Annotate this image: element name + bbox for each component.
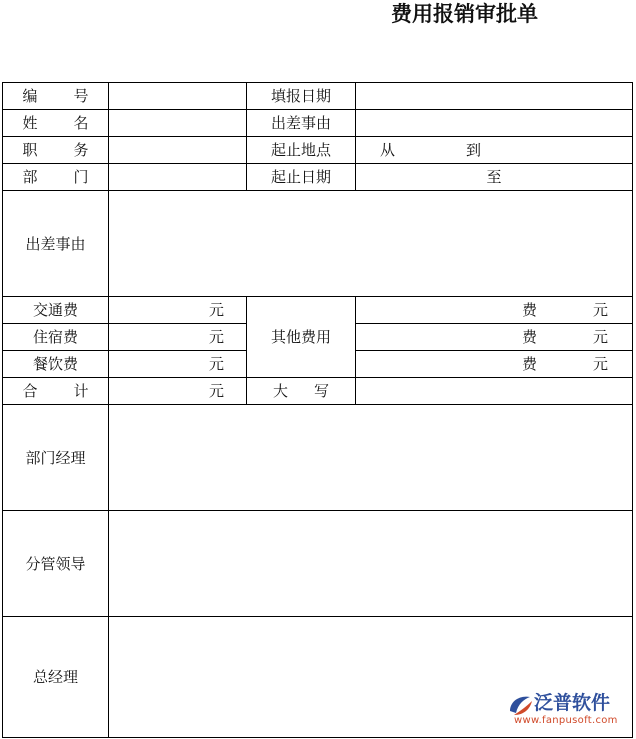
field-position[interactable] bbox=[109, 137, 247, 164]
field-trip-reason[interactable] bbox=[356, 110, 633, 137]
label-dept-manager: 部门经理 bbox=[3, 405, 109, 511]
yuan-label: 元 bbox=[592, 328, 608, 346]
field-name[interactable] bbox=[109, 110, 247, 137]
label-locations: 起止地点 bbox=[247, 137, 356, 164]
to-label: 到 bbox=[466, 141, 482, 159]
label-dates: 起止日期 bbox=[247, 164, 356, 191]
yuan-label: 元 bbox=[592, 355, 608, 373]
label-position: 职 务 bbox=[3, 137, 109, 164]
label-trip-reason: 出差事由 bbox=[247, 110, 356, 137]
yuan-label: 元 bbox=[208, 382, 224, 400]
fee-label: 费 bbox=[521, 328, 537, 346]
label-trip-reason-block: 出差事由 bbox=[3, 191, 109, 297]
field-number[interactable] bbox=[109, 83, 247, 110]
row-total bbox=[3, 378, 633, 405]
field-total[interactable] bbox=[109, 378, 247, 405]
field-department[interactable] bbox=[109, 164, 247, 191]
field-dates[interactable] bbox=[356, 164, 633, 191]
label-fill-date: 填报日期 bbox=[247, 83, 356, 110]
brand-url: www.fanpusoft.com bbox=[514, 715, 618, 726]
row-department bbox=[3, 164, 633, 191]
fee-label: 费 bbox=[521, 355, 537, 373]
brand-name: 泛普软件 bbox=[534, 692, 611, 714]
label-uppercase: 大 写 bbox=[247, 378, 356, 405]
label-meals: 餐饮费 bbox=[3, 351, 109, 378]
label-lodging: 住宿费 bbox=[3, 324, 109, 351]
yuan-label: 元 bbox=[592, 301, 608, 319]
row-position bbox=[3, 137, 633, 164]
field-fill-date[interactable] bbox=[356, 83, 633, 110]
field-locations[interactable] bbox=[356, 137, 633, 164]
from-label: 从 bbox=[380, 141, 396, 159]
form-title: 费用报销审批单 bbox=[391, 1, 538, 26]
field-meals[interactable] bbox=[109, 351, 247, 378]
label-total: 合 计 bbox=[3, 378, 109, 405]
field-uppercase[interactable] bbox=[356, 378, 633, 405]
fee-label: 费 bbox=[521, 301, 537, 319]
fanpu-logo-watermark bbox=[506, 691, 630, 731]
field-other-fee-1[interactable] bbox=[356, 297, 633, 324]
expense-form-table bbox=[2, 82, 633, 738]
field-division-leader[interactable] bbox=[109, 511, 633, 617]
row-trip-reason-block bbox=[3, 191, 633, 297]
row-transport bbox=[3, 297, 633, 324]
row-number bbox=[3, 83, 633, 110]
label-transport: 交通费 bbox=[3, 297, 109, 324]
field-trip-reason-block[interactable] bbox=[109, 191, 633, 297]
field-other-fee-3[interactable] bbox=[356, 351, 633, 378]
field-lodging[interactable] bbox=[109, 324, 247, 351]
row-name bbox=[3, 110, 633, 137]
yuan-label: 元 bbox=[208, 355, 224, 373]
field-dept-manager[interactable] bbox=[109, 405, 633, 511]
label-department: 部 门 bbox=[3, 164, 109, 191]
row-dept-manager bbox=[3, 405, 633, 511]
label-division-leader: 分管领导 bbox=[3, 511, 109, 617]
label-general-manager: 总经理 bbox=[3, 617, 109, 738]
label-other-fees: 其他费用 bbox=[247, 297, 356, 378]
label-name: 姓 名 bbox=[3, 110, 109, 137]
until-label: 至 bbox=[486, 168, 502, 186]
label-number: 编 号 bbox=[3, 83, 109, 110]
field-transport[interactable] bbox=[109, 297, 247, 324]
yuan-label: 元 bbox=[208, 301, 224, 319]
yuan-label: 元 bbox=[208, 328, 224, 346]
row-division-leader bbox=[3, 511, 633, 617]
field-other-fee-2[interactable] bbox=[356, 324, 633, 351]
